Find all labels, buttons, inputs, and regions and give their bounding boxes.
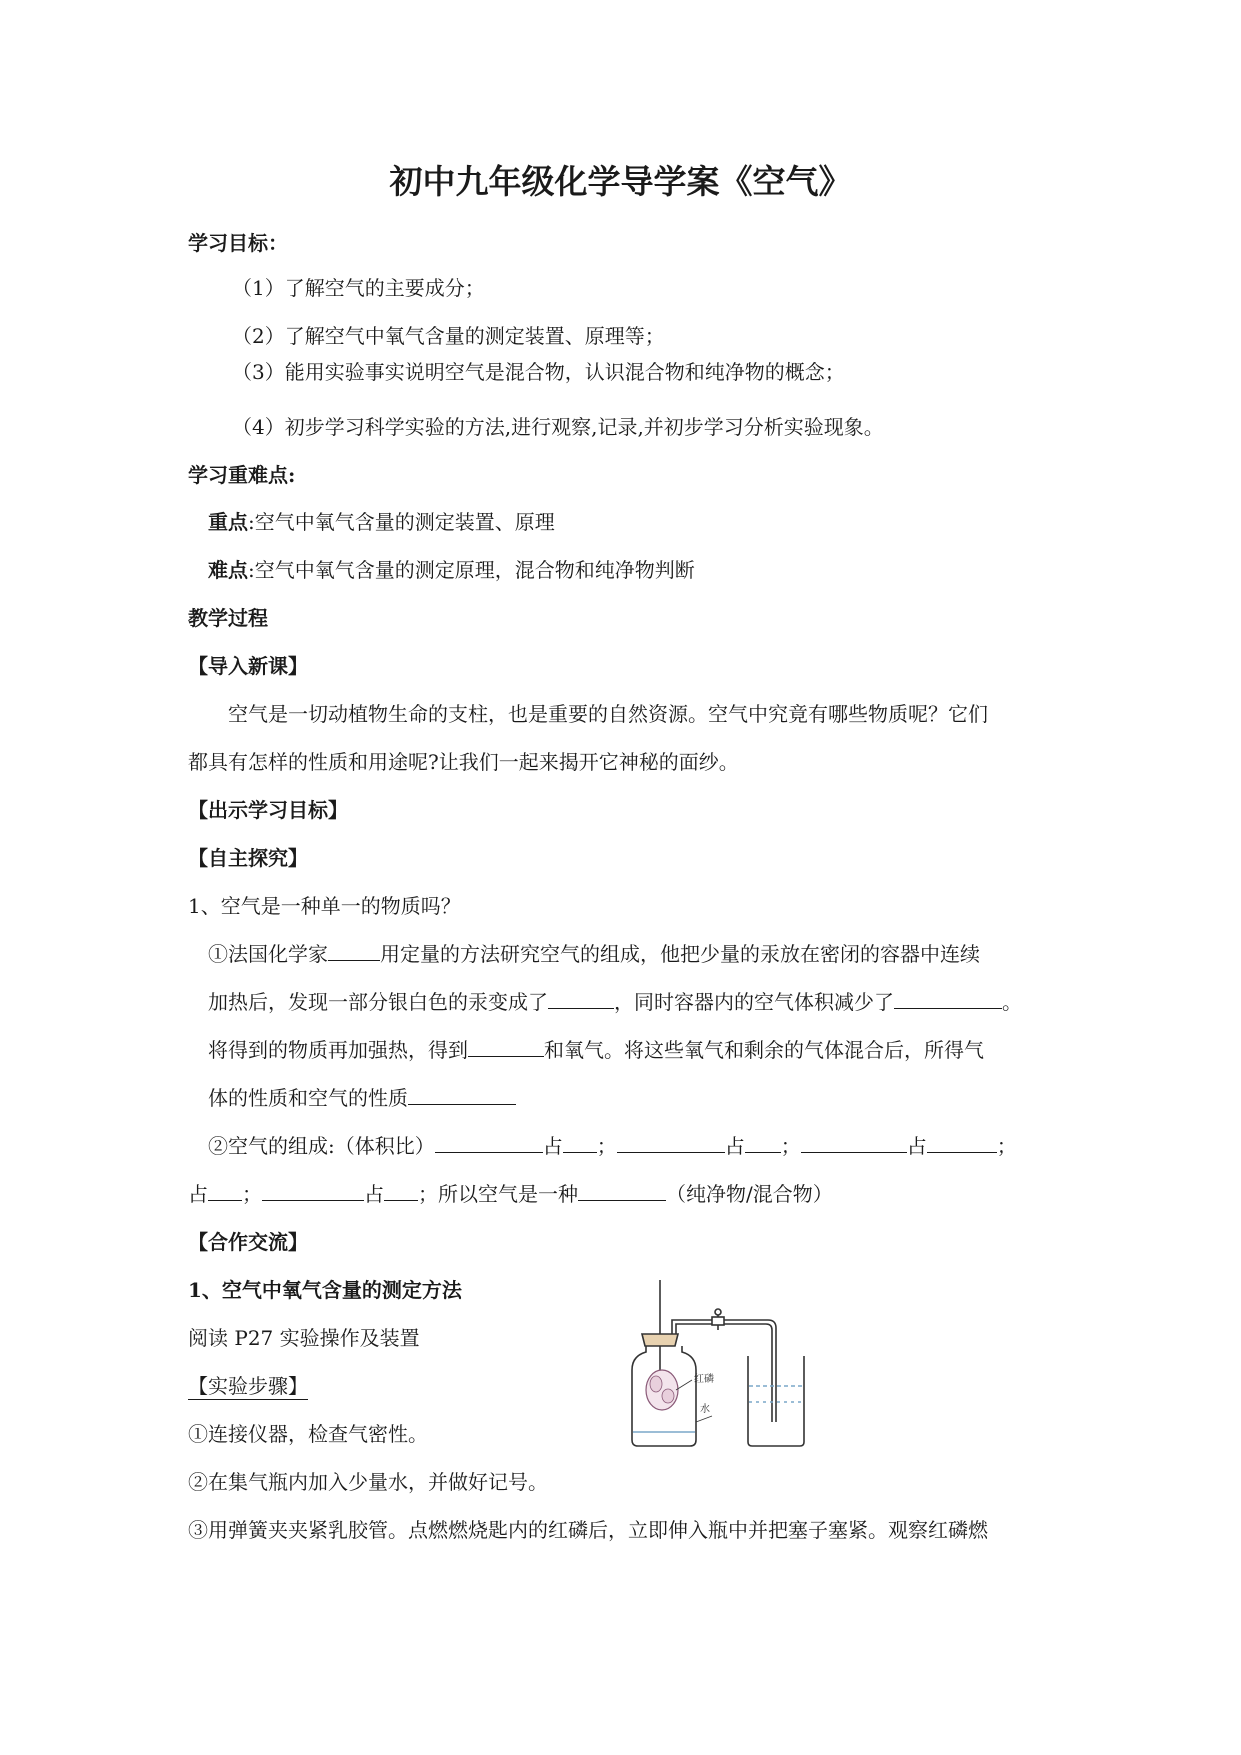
answer-blank <box>927 1132 997 1153</box>
self-study-heading: 【自主探究】 <box>188 846 308 870</box>
section-1-heading: 1、空气中氧气含量的测定方法 <box>188 1278 462 1302</box>
process-heading: 教学过程 <box>188 606 268 630</box>
key-points-heading: 学习重难点: <box>188 463 296 487</box>
label-water: 水 <box>700 1404 710 1415</box>
composition-line <box>188 1180 833 1208</box>
difficulty-text: :空气中氧气含量的测定原理，混合物和纯净物判断 <box>248 558 695 582</box>
difficulty-label: 难点 <box>208 558 248 582</box>
answer-blank <box>262 1180 364 1201</box>
fill-text: 用定量的方法研究空气的组成，他把少量的汞放在密闭的容器中连续 <box>380 942 980 966</box>
cooperation-heading: 【合作交流】 <box>188 1230 308 1254</box>
composition-line <box>208 1132 1017 1160</box>
answer-blank <box>328 940 380 961</box>
show-objectives-heading: 【出示学习目标】 <box>188 798 348 822</box>
answer-blank <box>208 1180 242 1201</box>
objective-item: （1）了解空气的主要成分； <box>232 276 485 300</box>
fill-text: 体的性质和空气的性质 <box>208 1086 408 1110</box>
answer-blank <box>435 1132 543 1153</box>
page-title: 初中九年级化学导学案《空气》 <box>389 162 852 201</box>
intro-paragraph-line: 都具有怎样的性质和用途呢?让我们一起来揭开它神秘的面纱。 <box>188 750 739 774</box>
intro-heading: 【导入新课】 <box>188 654 308 678</box>
answer-blank <box>384 1180 418 1201</box>
fill-text: 和氧气。将这些氧气和剩余的气体混合后，所得气 <box>544 1038 984 1062</box>
fill-text: 占 <box>188 1182 208 1206</box>
answer-blank <box>468 1036 544 1057</box>
objective-item: （2）了解空气中氧气含量的测定装置、原理等； <box>232 324 665 348</box>
fill-text: 将得到的物质再加强热，得到 <box>208 1038 468 1062</box>
fill-text: 占 <box>542 1134 563 1158</box>
fill-in-line <box>208 1084 516 1112</box>
fill-text: ； <box>242 1182 262 1206</box>
fill-text: ①法国化学家 <box>208 942 328 966</box>
fill-text: 占 <box>364 1182 384 1206</box>
apparatus-illustration <box>620 1272 810 1452</box>
difficulty-line <box>208 556 695 584</box>
answer-blank <box>801 1132 907 1153</box>
step-3: ③用弹簧夹夹紧乳胶管。点燃燃烧匙内的红磷后，立即伸入瓶中并把塞子塞紧。观察红磷燃 <box>188 1518 988 1542</box>
focus-line <box>208 508 555 536</box>
answer-blank <box>894 988 1002 1009</box>
fill-in-line <box>208 940 980 968</box>
fill-in-line <box>208 1036 984 1064</box>
answer-blank <box>617 1132 725 1153</box>
fill-text: ； <box>780 1134 801 1158</box>
steps-heading-text: 【实验步骤】 <box>188 1374 308 1398</box>
focus-text: :空气中氧气含量的测定装置、原理 <box>248 510 555 534</box>
connecting-tube <box>672 1320 776 1422</box>
answer-blank <box>408 1084 516 1105</box>
answer-blank <box>563 1132 597 1153</box>
objective-item: （3）能用实验事实说明空气是混合物，认识混合物和纯净物的概念； <box>232 360 845 384</box>
fill-text: 加热后，发现一部分银白色的汞变成了 <box>208 990 548 1014</box>
clamp <box>715 1309 721 1315</box>
label-red-phosphorus: 红磷 <box>694 1374 714 1385</box>
fill-text: ； <box>996 1134 1017 1158</box>
answer-blank <box>578 1180 666 1201</box>
step-2: ②在集气瓶内加入少量水，并做好记号。 <box>188 1470 548 1494</box>
fill-text: ，同时容器内的空气体积减少了 <box>614 990 894 1014</box>
fill-text: ； <box>596 1134 617 1158</box>
steps-heading <box>188 1372 308 1400</box>
smoke-cloud <box>646 1370 678 1410</box>
answer-blank <box>745 1132 781 1153</box>
stopper <box>642 1334 678 1346</box>
answer-blank <box>548 988 614 1009</box>
objective-item: （4）初步学习科学实验的方法,进行观察,记录,并初步学习分析实验现象。 <box>232 415 884 439</box>
fill-text: 占 <box>724 1134 745 1158</box>
fill-text: 。 <box>1002 990 1022 1014</box>
step-1: ①连接仪器，检查气密性。 <box>188 1422 428 1446</box>
reading-instruction: 阅读 P27 实验操作及装置 <box>188 1326 420 1350</box>
focus-label: 重点 <box>208 510 248 534</box>
objectives-heading: 学习目标： <box>188 231 288 255</box>
fill-text: ；所以空气是一种 <box>418 1182 578 1206</box>
fill-in-line <box>208 988 1022 1016</box>
fill-text: 占 <box>906 1134 927 1158</box>
intro-paragraph-line: 空气是一切动植物生命的支柱，也是重要的自然资源。空气中究竟有哪些物质呢？它们 <box>228 702 988 726</box>
fill-text: （纯净物/混合物） <box>666 1182 833 1206</box>
fill-text: ②空气的组成:（体积比） <box>208 1134 435 1158</box>
question-1: 1、空气是一种单一的物质吗？ <box>188 894 461 918</box>
